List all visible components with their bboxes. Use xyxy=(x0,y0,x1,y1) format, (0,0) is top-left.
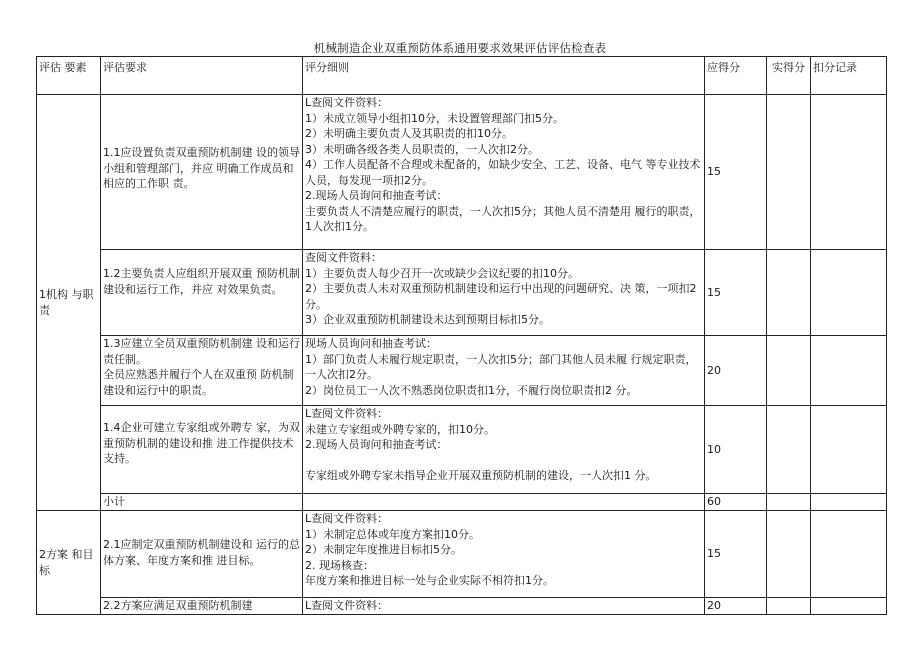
criteria-line: 3）企业双重预防机制建设未达到预期目标扣5分。 xyxy=(305,313,550,326)
header-requirement: 评估要求 xyxy=(101,57,303,95)
table-row xyxy=(37,95,887,250)
criteria-line: L查阅文件资料： xyxy=(305,407,389,420)
criteria-cell xyxy=(303,406,705,494)
table-row xyxy=(37,250,887,336)
table-row xyxy=(37,598,887,615)
header-deduction: 扣分记录 xyxy=(811,57,887,95)
deduction-cell xyxy=(811,336,887,406)
header-score: 应得分 xyxy=(705,57,767,95)
document-title: 机械制造企业双重预防体系通用要求效果评估评估检查表 xyxy=(313,41,607,55)
deduction-cell xyxy=(811,95,887,250)
criteria-line: 主要负责人不清楚应履行的职责，一人次扣5分；其他人员不清楚用 履行的职责，1人次扣1分。 xyxy=(305,204,701,233)
actual-cell xyxy=(767,494,811,511)
criteria-line: 1）未制定总体或年度方案扣10分。 xyxy=(305,527,480,541)
deduction-cell xyxy=(811,511,887,598)
score-cell: 15 xyxy=(705,511,767,598)
header-actual: 实得分 xyxy=(767,57,811,95)
actual-cell xyxy=(767,511,811,598)
criteria-cell xyxy=(303,511,705,598)
requirement-cell: 2.1应制定双重预防机制建设和 运行的总体方案、年度方案和推 进目标。 xyxy=(101,511,303,598)
criteria-cell xyxy=(303,598,705,615)
requirement-cell: 1.3应建立全员双重预防机制建 设和运行责任制。 全员应熟悉并履行个人在双重预 防机制建设和运行中的职责。 xyxy=(101,336,303,406)
criteria-line: 年度方案和推进目标一处与企业实际不相符扣1分。 xyxy=(305,574,554,587)
criteria-cell xyxy=(303,250,705,336)
subtotal-criteria xyxy=(303,494,705,511)
criteria-line: 3）未明确各级各类人员职责的，一人次扣2分。 xyxy=(305,142,539,156)
criteria-line: 2）岗位员工一人次不熟悉岗位职责扣1分，不履行岗位职责扣2 分。 xyxy=(305,383,638,397)
score-cell: 20 xyxy=(705,598,767,615)
actual-cell xyxy=(767,598,811,615)
score-cell: 10 xyxy=(705,406,767,494)
criteria-line: 1）主要负责人每少召开一次或缺少会议纪要的扣10分。 xyxy=(305,266,579,280)
header-element: 评估 要素 xyxy=(37,57,101,95)
table-row xyxy=(37,406,887,494)
subtotal-row xyxy=(37,494,887,511)
criteria-line: 4）工作人员配备不合理或未配备的，如缺少安全、工艺、设备、电气 等专业技术人员，每发现一项扣2分。 xyxy=(305,158,701,187)
actual-cell xyxy=(767,95,811,250)
header-row xyxy=(37,57,887,95)
actual-cell xyxy=(767,336,811,406)
criteria-spacer xyxy=(305,453,702,468)
section-element: 1机构 与职责 xyxy=(37,95,101,511)
requirement-cell: 2.2方案应满足双重预防机制建 xyxy=(101,598,303,615)
criteria-line: 未建立专家组或外聘专家的，扣10分。 xyxy=(305,422,495,436)
deduction-cell xyxy=(811,494,887,511)
criteria-line: 2）未明确主要负责人及其职责的扣10分。 xyxy=(305,127,513,140)
deduction-cell xyxy=(811,598,887,615)
actual-cell xyxy=(767,406,811,494)
criteria-line: 现场人员询问和抽查考试： xyxy=(305,337,437,350)
subtotal-label: 小计 xyxy=(101,494,303,511)
criteria-line: 2.现场人员询问和抽查考试： xyxy=(305,189,448,202)
criteria-cell xyxy=(303,336,705,406)
header-criteria: 评分细则 xyxy=(303,57,705,95)
criteria-line: 2. 现场核查： xyxy=(305,558,374,572)
requirement-cell: 1.2主要负责人应组织开展双重 预防机制建设和运行工作，并应 对效果负责。 xyxy=(101,250,303,336)
deduction-cell xyxy=(811,250,887,336)
actual-cell xyxy=(767,250,811,336)
criteria-line: L查阅文件资料： xyxy=(305,512,389,525)
criteria-cell xyxy=(303,95,705,250)
subtotal-score: 60 xyxy=(705,494,767,511)
criteria-line: L查阅文件资料： xyxy=(305,96,389,109)
criteria-line: 查阅文件资料： xyxy=(305,251,382,264)
requirement-cell: 1.1应设置负责双重预防机制建 设的领导小组和管理部门，并应 明确工作成员和相应的工作职 责。 xyxy=(101,95,303,250)
criteria-line: 1）未成立领导小组扣10分，未设置管理部门扣5分。 xyxy=(305,111,564,125)
criteria-line: 2）未制定年度推进目标扣5分。 xyxy=(305,543,462,556)
score-cell: 15 xyxy=(705,95,767,250)
criteria-line: L查阅文件资料： xyxy=(305,599,389,612)
score-cell: 20 xyxy=(705,336,767,406)
criteria-line: 2.现场人员询问和抽查考试： xyxy=(305,438,448,451)
criteria-line: 专家组或外聘专家未指导企业开展双重预防机制的建设，一人次扣1 分。 xyxy=(305,468,657,482)
criteria-line: 1）部门负责人未履行规定职责，一人次扣5分；部门其他人员未履 行规定职责，一人次扣2分。 xyxy=(305,352,697,381)
table-row xyxy=(37,336,887,406)
evaluation-table xyxy=(36,56,887,615)
table-row xyxy=(37,511,887,598)
section-element: 2方案 和目标 xyxy=(37,511,101,615)
requirement-cell: 1.4企业可建立专家组或外聘专 家，为双重预防机制的建设和推 进工作提供技术支持。 xyxy=(101,406,303,494)
criteria-line: 2）主要负责人未对双重预防机制建设和运行中出现的问题研究、决 策，一项扣2分。 xyxy=(305,282,697,311)
score-cell: 15 xyxy=(705,250,767,336)
deduction-cell xyxy=(811,406,887,494)
